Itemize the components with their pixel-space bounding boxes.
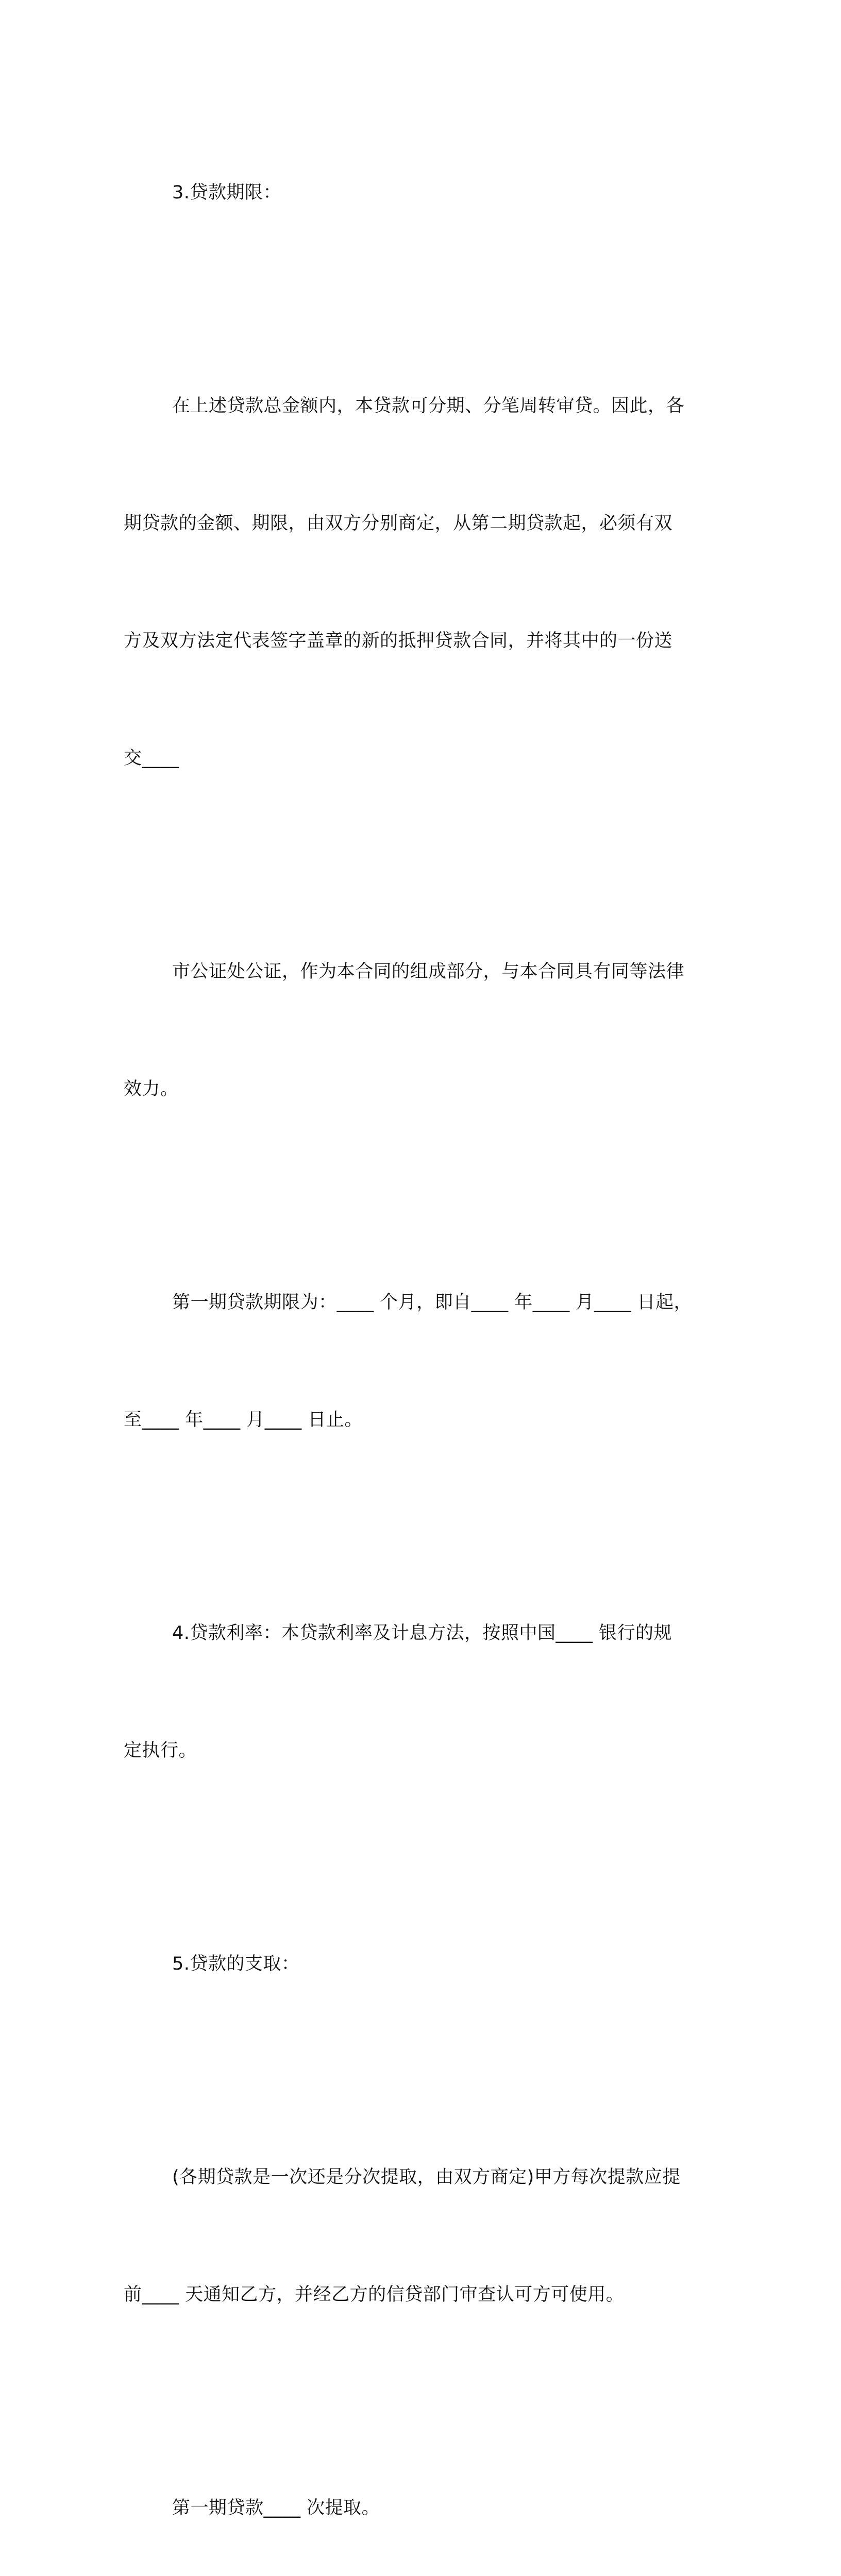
paragraph-line: 3.贷款期限： — [172, 182, 281, 203]
paragraph-interest-rate — [124, 1535, 711, 1849]
paragraph-line: 至____ 年____ 月____ 日止。 — [124, 1410, 363, 1430]
paragraph-line: 市公证处公证，作为本合同的组成部分，与本合同具有同等法律 — [172, 961, 685, 982]
paragraph-line: 在上述贷款总金额内，本贷款可分期、分笔周转审贷。因此，各 — [172, 396, 685, 416]
paragraph-line: 第一期贷款期限为：____ 个月，即自____ 年____ 月____ 日起， — [172, 1292, 693, 1313]
paragraph-line: 5.贷款的支取： — [172, 1954, 300, 1974]
paragraph-withdrawal-notice — [124, 2079, 711, 2393]
paragraph-line: 效力。 — [124, 1079, 179, 1099]
paragraph-withdrawal-heading — [124, 1866, 711, 2062]
paragraph-line: 定执行。 — [124, 1740, 197, 1761]
paragraph-line: 第一期贷款____ 次提取。 — [172, 2498, 380, 2518]
paragraph-notarization — [124, 874, 711, 1187]
paragraph-line: 方及双方法定代表签字盖章的新的抵押贷款合同，并将其中的一份送 — [124, 631, 673, 651]
paragraph-first-term — [124, 1205, 711, 1518]
paragraph-line: (各期贷款是一次还是分次提取，由双方商定)甲方每次提款应提 — [172, 2167, 681, 2188]
document-body — [124, 95, 711, 2576]
paragraph-first-withdrawal — [124, 2410, 711, 2576]
paragraph-line: 4.贷款利率：本贷款利率及计息方法，按照中国____ 银行的规 — [172, 1623, 672, 1643]
paragraph-loan-term-heading — [124, 95, 711, 291]
paragraph-line: 交____ — [124, 748, 179, 769]
paragraph-line: 期贷款的金额、期限，由双方分别商定，从第二期贷款起，必须有双 — [124, 513, 673, 534]
paragraph-line: 前____ 天通知乙方，并经乙方的信贷部门审查认可方可使用。 — [124, 2284, 625, 2305]
paragraph-loan-installments — [124, 308, 711, 856]
